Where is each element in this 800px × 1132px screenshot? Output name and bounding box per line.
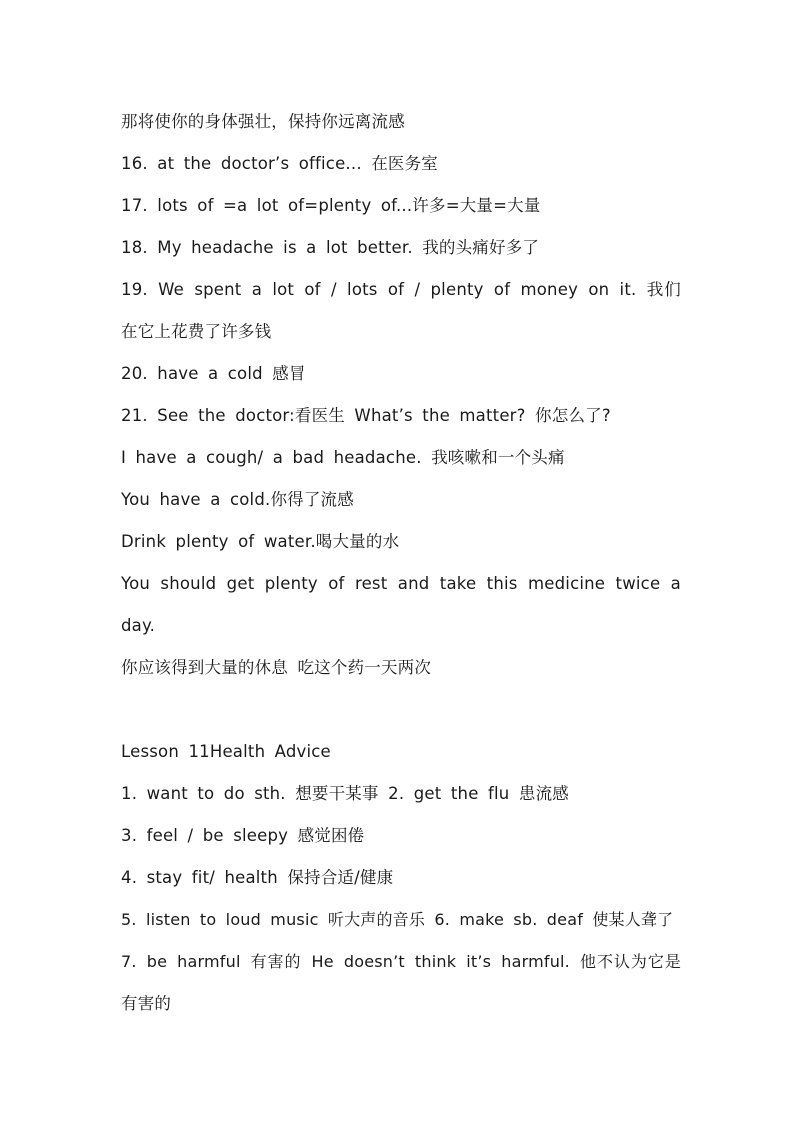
text-line: 3. feel / be sleepy 感觉困倦 bbox=[121, 826, 365, 845]
document-body bbox=[121, 101, 681, 1025]
text-line: 17. lots of =a lot of=plenty of...许多=大量=大量 bbox=[121, 196, 541, 215]
text-line: 18. My headache is a lot better. 我的头痛好多了 bbox=[121, 238, 540, 257]
text-line: 你应该得到大量的休息 吃这个药一天两次 bbox=[121, 658, 432, 677]
text-line: 5. listen to loud music 听大声的音乐 6. make sb. deaf 使某人聋了 bbox=[121, 910, 674, 929]
text-line: 20. have a cold 感冒 bbox=[121, 364, 306, 383]
text-line: You should get plenty of rest and take this medicine twice a bbox=[121, 574, 681, 593]
text-line: 那将使你的身体强壮，保持你远离流感 bbox=[121, 112, 405, 131]
text-line: 1. want to do sth. 想要干某事 2. get the flu 患流感 bbox=[121, 784, 569, 803]
text-line: 4. stay fit/ health 保持合适/健康 bbox=[121, 868, 394, 887]
paragraph-gap bbox=[121, 689, 681, 731]
text-line: Drink plenty of water.喝大量的水 bbox=[121, 532, 400, 551]
text-line: 19. We spent a lot of / lots of / plenty of money on it. 我们 bbox=[121, 280, 681, 299]
lesson-title: Lesson 11Health Advice bbox=[121, 742, 331, 761]
text-line: 21. See the doctor:看医生 What’s the matter? 你怎么了? bbox=[121, 406, 611, 425]
text-line: 在它上花费了许多钱 bbox=[121, 322, 272, 341]
text-line: I have a cough/ a bad headache. 我咳嗽和一个头痛 bbox=[121, 448, 565, 467]
text-line: You have a cold.你得了流感 bbox=[121, 490, 354, 509]
text-line: 7. be harmful 有害的 He doesn’t think it’s harmful. 他不认为它是 bbox=[121, 952, 681, 971]
text-line: 16. at the doctor’s office... 在医务室 bbox=[121, 154, 439, 173]
text-line: 有害的 bbox=[121, 994, 172, 1013]
text-line: day. bbox=[121, 616, 156, 635]
